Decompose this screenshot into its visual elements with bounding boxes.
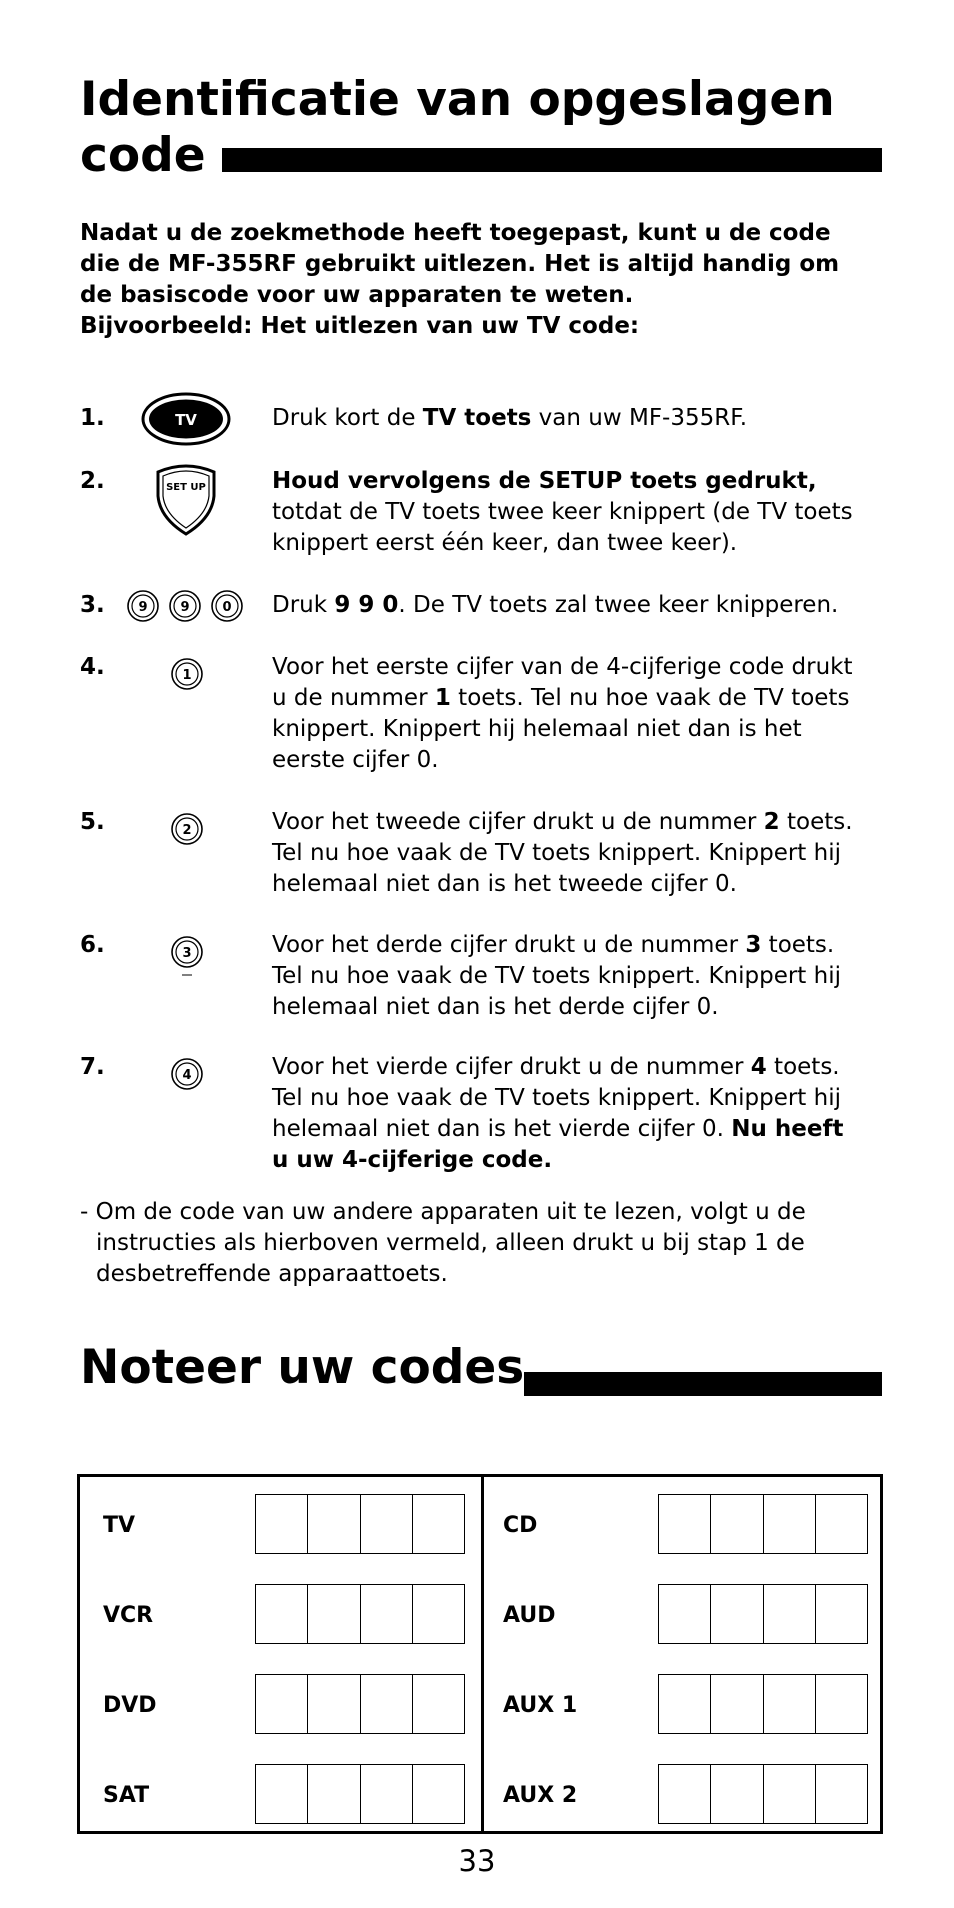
step-number: 6. [80,932,105,958]
code-label-dvd: DVD [103,1693,157,1718]
note-paragraph [80,1197,900,1290]
code-entry-tv[interactable] [255,1494,465,1554]
code-entry-aud[interactable] [658,1584,868,1644]
setup-button-icon [154,462,218,542]
code-entry-aux-2[interactable] [658,1764,868,1824]
step-text: Voor het vierde cijfer drukt u de nummer 4 toets. Tel nu hoe vaak de TV toets knippert. Knippert hij helemaal niet dan is het vierde cijfer 0. Nu heeft u uw 4-cijferige code. [272,1054,844,1173]
step-number: 1. [80,405,105,431]
codes-title-rule [524,1372,882,1396]
svg-text:1: 1 [182,668,192,683]
note-line: - Om de code van uw andere apparaten uit te lezen, volgt u de [80,1199,806,1225]
code-label-sat: SAT [103,1783,150,1808]
step-number: 3. [80,592,105,618]
code-entry-dvd[interactable] [255,1674,465,1734]
step-text: Voor het eerste cijfer van de 4-cijferige code drukt u de nummer 1 toets. Tel nu hoe vaak de TV toets knippert. Knippert hij helemaal niet dan is het eerste cijfer 0. [272,654,853,773]
setup-button-label: SET UP [166,482,206,493]
step-number: 2. [80,468,105,494]
step-number: 5. [80,809,105,835]
digit-9-button [170,591,200,621]
codes-table-divider [481,1477,484,1831]
codes-table [77,1474,883,1834]
digit-1-button-icon [170,657,204,695]
code-entry-aux-1[interactable] [658,1674,868,1734]
step-text: Druk 9 9 0. De TV toets zal twee keer knipperen. [272,592,839,618]
note-line: desbetreffende apparaattoets. [96,1261,448,1287]
svg-text:2: 2 [182,823,192,838]
code-label-vcr: VCR [103,1603,154,1628]
intro-line: Bijvoorbeeld: Het uitlezen van uw TV code: [80,313,640,339]
svg-text:9: 9 [138,600,148,615]
step-number: 7. [80,1054,105,1080]
note-line: instructies als hierboven vermeld, alleen drukt u bij stap 1 de [96,1230,805,1256]
digit-4-button-icon [170,1057,204,1095]
step-text: Voor het tweede cijfer drukt u de nummer 2 toets. Tel nu hoe vaak de TV toets knippert. Knippert hij helemaal niet dan is het tweede cijfer 0. [272,809,853,897]
intro-line: Nadat u de zoekmethode heeft toegepast, kunt u de code [80,220,831,246]
code-label-aud: AUD [503,1603,556,1628]
code-entry-vcr[interactable] [255,1584,465,1644]
tv-button-label: TV [175,411,197,429]
svg-text:0: 0 [222,600,232,615]
code-entry-cd[interactable] [658,1494,868,1554]
intro-line: die de MF-355RF gebruikt uitlezen. Het is altijd handig om [80,251,840,277]
code-label-cd: CD [503,1513,538,1538]
code-label-aux-2: AUX 2 [503,1783,578,1808]
step-text: Druk kort de TV toets van uw MF-355RF. [272,405,748,431]
intro-line: de basiscode voor uw apparaten te weten. [80,282,634,308]
code-label-tv: TV [103,1513,136,1538]
digit-0-button [212,591,242,621]
title-rule [222,148,882,172]
tv-button-icon [140,391,232,451]
step-text: Voor het derde cijfer drukt u de nummer 3 toets. Tel nu hoe vaak de TV toets knippert. Knippert hij helemaal niet dan is het derde cijfer 0. [272,932,841,1020]
svg-text:4: 4 [182,1068,192,1083]
code-label-aux-1: AUX 1 [503,1693,578,1718]
svg-text:9: 9 [180,600,190,615]
digit-2-button-icon [170,812,204,850]
page-title-line-2: code [80,128,206,183]
svg-text:3: 3 [182,946,192,961]
intro-paragraph [80,218,880,342]
step-text: Houd vervolgens de SETUP toets gedrukt, totdat de TV toets twee keer knippert (de TV toets knippert eerst één keer, dan twee keer). [272,468,853,556]
digit-3-button-icon [170,935,204,983]
digit-buttons-icon [126,589,244,627]
digit-9-button [128,591,158,621]
page-title-line-1: Identificatie van opgeslagen [80,72,835,127]
page-number: 33 [458,1844,496,1878]
codes-section-title: Noteer uw codes [80,1340,525,1395]
code-entry-sat[interactable] [255,1764,465,1824]
step-number: 4. [80,654,105,680]
